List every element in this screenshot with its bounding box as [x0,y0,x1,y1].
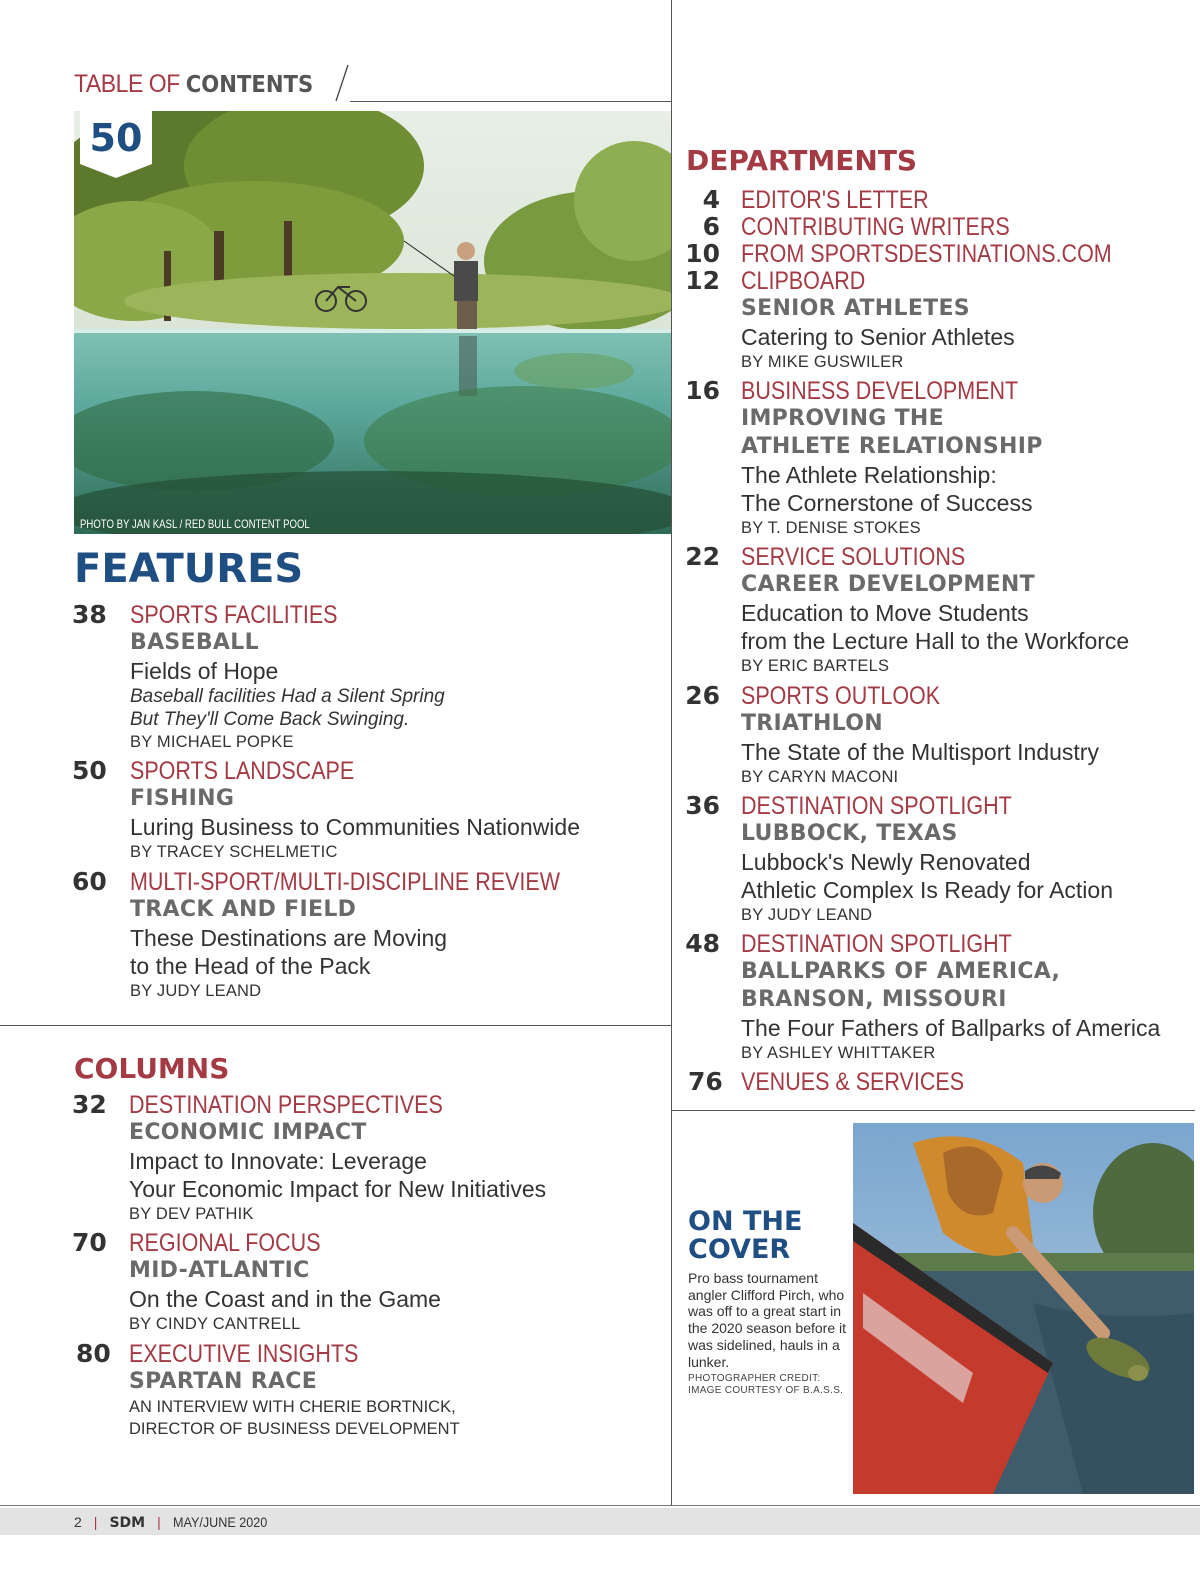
byline: BY JUDY LEAND [130,982,262,1000]
subject-label: TRIATHLON [741,711,883,736]
article-title: Education to Move Students [741,600,1029,626]
article-title: Catering to Senior Athletes [741,324,1015,350]
byline: BY DEV PATHIK [129,1205,254,1223]
byline: BY CARYN MACONI [741,768,899,786]
category-label: SPORTS LANDSCAPE [130,757,355,785]
article-title: from the Lecture Hall to the Workforce [741,628,1130,654]
article-title: Luring Business to Communities Nationwide [130,814,580,840]
subject-label: BRANSON, MISSOURI [741,987,1007,1012]
columns-heading: COLUMNS [74,1052,230,1085]
category-label: CLIPBOARD [741,267,866,295]
departments-divider [672,1110,1195,1111]
article-title: The Four Fathers of Ballparks of America [741,1015,1161,1041]
subject-label: SENIOR ATHLETES [741,296,970,321]
photo-credit: PHOTO BY JAN KASL / RED BULL CONTENT POOL [80,517,310,531]
category-label: REGIONAL FOCUS [129,1229,321,1257]
header-rule [350,101,671,102]
page-number: 80 [76,1339,111,1368]
category-label: VENUES & SERVICES [741,1068,965,1096]
features-divider [0,1025,671,1026]
byline: BY ERIC BARTELS [741,657,890,675]
article-title: Fields of Hope [130,658,279,684]
article-title: Your Economic Impact for New Initiatives [129,1176,547,1202]
byline: BY ASHLEY WHITTAKER [741,1044,936,1062]
page-number: 36 [685,791,720,820]
byline: BY JUDY LEAND [741,906,873,924]
center-divider [671,0,672,1505]
subject-label: ECONOMIC IMPACT [129,1120,367,1145]
article-title: Lubbock's Newly Renovated [741,849,1031,875]
article-title: The State of the Multisport Industry [741,739,1099,765]
page-number: 4 [702,185,720,214]
subject-label: IMPROVING THE [741,406,944,431]
page-badge-number: 50 [89,116,143,160]
category-label: CONTRIBUTING WRITERS [741,213,1010,241]
toc-title: TABLE OF CONTENTS [74,70,314,98]
slash-divider-icon [334,64,350,102]
category-label: SERVICE SOLUTIONS [741,543,966,571]
article-dek: Baseball facilities Had a Silent Spring [130,686,445,707]
page-number: 12 [685,266,720,295]
page-number: 6 [702,212,720,241]
article-title: The Cornerstone of Success [741,490,1033,516]
subject-label: SPARTAN RACE [129,1369,318,1394]
category-label: SPORTS OUTLOOK [741,682,941,710]
page-number: 10 [685,239,720,268]
subject-label: MID-ATLANTIC [129,1258,310,1283]
category-label: MULTI-SPORT/MULTI-DISCIPLINE REVIEW [130,868,561,896]
page-number: 76 [688,1067,723,1096]
page-number: 16 [685,376,720,405]
subject-label: BASEBALL [130,630,259,655]
cover-heading: ON THE COVER [688,1206,803,1265]
category-label: EDITOR'S LETTER [741,186,929,214]
subject-label: FISHING [130,786,235,811]
page-number: 50 [72,756,107,785]
subject-label: CAREER DEVELOPMENT [741,572,1035,597]
article-title: Impact to Innovate: Leverage [129,1148,427,1174]
features-heading: FEATURES [74,546,304,592]
fishing-photo [74,111,671,534]
subject-label: TRACK AND FIELD [130,897,357,922]
byline: BY T. DENISE STOKES [741,519,921,537]
page-number: 26 [685,681,720,710]
magazine-name: SDM [109,1515,146,1531]
page-number: 32 [72,1090,107,1119]
category-label: DESTINATION SPOTLIGHT [741,930,1012,958]
article-dek: But They'll Come Back Swinging. [130,709,410,730]
page-number: 22 [685,542,720,571]
category-label: DESTINATION SPOTLIGHT [741,792,1012,820]
subject-label: ATHLETE RELATIONSHIP [741,434,1043,459]
byline: BY MICHAEL POPKE [130,733,294,751]
subject-label: BALLPARKS OF AMERICA, [741,959,1061,984]
footer: 2 | SDM | MAY/JUNE 2020 [74,1514,268,1531]
byline: DIRECTOR OF BUSINESS DEVELOPMENT [129,1420,460,1438]
category-label: SPORTS FACILITIES [130,601,338,629]
issue-date: MAY/JUNE 2020 [172,1514,268,1530]
byline: BY MIKE GUSWILER [741,353,904,371]
page-number: 70 [72,1228,107,1257]
cover-photo-credit: PHOTOGRAPHER CREDIT: IMAGE COURTESY OF B.A.S.S. [688,1373,844,1396]
category-label: BUSINESS DEVELOPMENT [741,377,1019,405]
cover-photo [853,1123,1194,1494]
footer-rule [0,1505,1200,1506]
cover-caption: Pro bass tournament angler Clifford Pirch, who was off to a great start in the 2020 season before it was sidelined, hauls in a lunker. [688,1270,847,1370]
page-number: 48 [685,929,720,958]
byline: BY TRACEY SCHELMETIC [130,843,338,861]
article-title: The Athlete Relationship: [741,462,997,488]
byline: AN INTERVIEW WITH CHERIE BORTNICK, [129,1398,456,1416]
article-title: to the Head of the Pack [130,953,371,979]
article-title: These Destinations are Moving [130,925,448,951]
page-number: 60 [72,867,107,896]
byline: BY CINDY CANTRELL [129,1315,301,1333]
article-title: Athletic Complex Is Ready for Action [741,877,1113,903]
article-title: On the Coast and in the Game [129,1286,441,1312]
subject-label: LUBBOCK, TEXAS [741,821,958,846]
footer-page-number: 2 [74,1514,82,1530]
category-label: EXECUTIVE INSIGHTS [129,1340,359,1368]
departments-heading: DEPARTMENTS [686,144,918,177]
page-number: 38 [72,600,107,629]
category-label: DESTINATION PERSPECTIVES [129,1091,443,1119]
category-label: FROM SPORTSDESTINATIONS.COM [741,240,1112,268]
